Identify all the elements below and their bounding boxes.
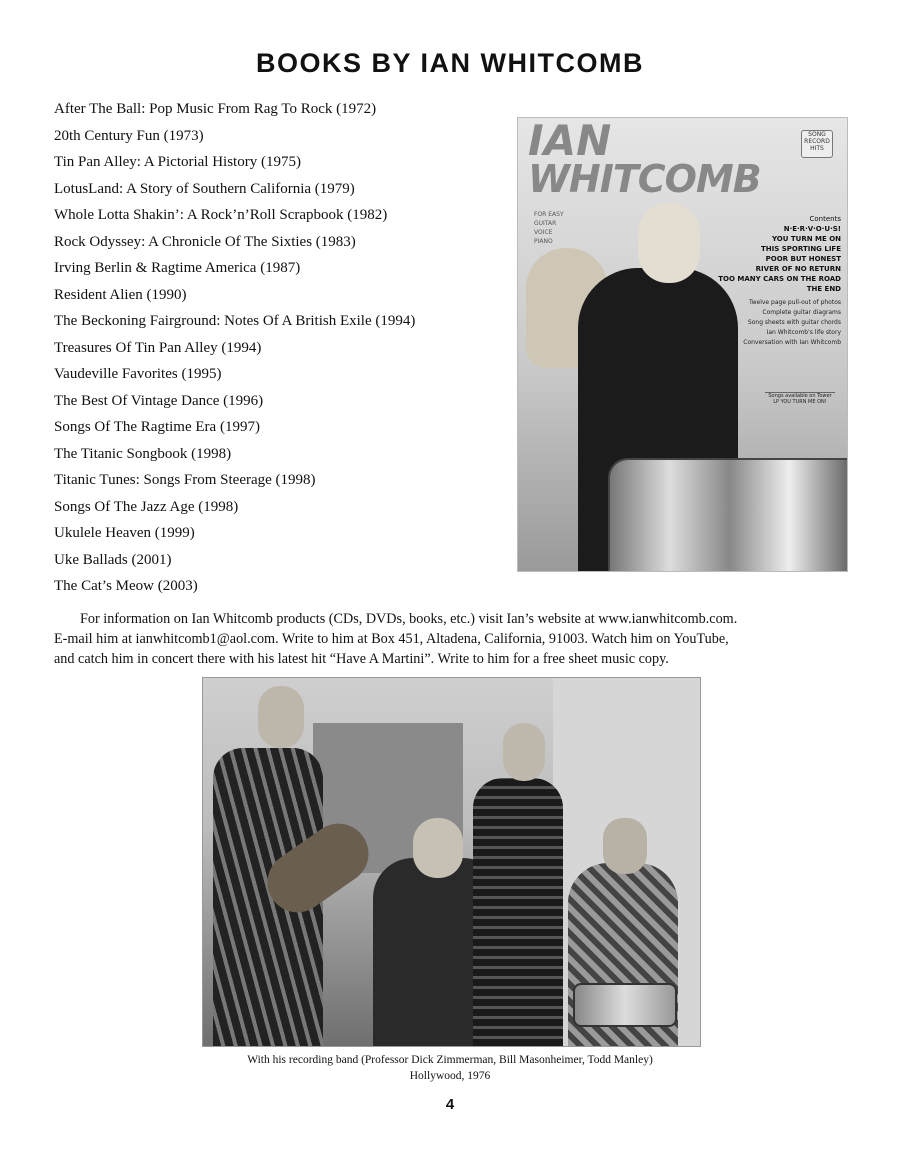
- list-item: Titanic Tunes: Songs From Steerage (1998): [54, 472, 316, 488]
- list-item: Irving Berlin & Ragtime America (1987): [54, 260, 301, 276]
- cover-song: N·E·R·V·O·U·S!: [783, 225, 841, 233]
- cover-instrument: VOICE: [534, 229, 553, 236]
- photo-person-seated-face: [413, 818, 463, 878]
- list-item: Songs Of The Jazz Age (1998): [54, 498, 239, 515]
- caption-line: Hollywood, 1976: [409, 1070, 491, 1082]
- cover-contents-heading: Contents: [809, 215, 841, 223]
- list-item: The Beckoning Fairground: Notes Of A British Exile (1994): [54, 313, 416, 329]
- page-title: BOOKS BY IAN WHITCOMB: [256, 48, 644, 78]
- cover-badge: SONG RECORD HITS: [801, 130, 833, 158]
- info-line: E-mail him at ianwhitcomb1@aol.com. Write to him at Box 451, Altadena, California, 91003. Watch him on YouTube,: [54, 631, 729, 647]
- list-item: Uke Ballads (2001): [54, 551, 172, 568]
- cover-song: THE END: [806, 285, 841, 293]
- cover-song: THIS SPORTING LIFE: [761, 245, 841, 253]
- cover-song: YOU TURN ME ON: [771, 235, 841, 243]
- list-item: The Cat’s Meow (2003): [54, 578, 198, 594]
- list-item: Resident Alien (1990): [54, 286, 187, 303]
- list-item: The Best Of Vintage Dance (1996): [54, 392, 264, 409]
- cover-feature: Complete guitar diagrams: [762, 309, 841, 316]
- photo-person-standing: [473, 778, 563, 1046]
- list-item: Whole Lotta Shakin’: A Rock’n’Roll Scrapbook (1982): [54, 207, 388, 223]
- list-item: LotusLand: A Story of Southern California (1979): [54, 180, 355, 197]
- cover-song: POOR BUT HONEST: [765, 255, 841, 263]
- list-item: Vaudeville Favorites (1995): [54, 366, 222, 382]
- cover-drum: [608, 458, 848, 572]
- contact-info: [54, 609, 844, 669]
- list-item: Treasures Of Tin Pan Alley (1994): [54, 339, 262, 356]
- cover-instruments: [534, 210, 564, 246]
- list-item: After The Ball: Pop Music From Rag To Rock (1972): [54, 101, 377, 117]
- cover-title: [528, 117, 761, 201]
- list-item: The Titanic Songbook (1998): [54, 445, 232, 462]
- cover-availability: Songs available on Tower LP YOU TURN ME ON!: [765, 392, 835, 409]
- cover-man-face: [638, 203, 700, 283]
- page-number: 4: [445, 1096, 455, 1113]
- photo-person-standing-face: [503, 723, 545, 781]
- cover-song: RIVER OF NO RETURN: [755, 265, 841, 273]
- photo-person-guitarist-face: [258, 686, 304, 748]
- cover-song: TOO MANY CARS ON THE ROAD: [718, 275, 841, 283]
- info-line: and catch him in concert there with his latest hit “Have A Martini”. Write to him for a free sheet music copy.: [54, 651, 669, 667]
- list-item: Tin Pan Alley: A Pictorial History (1975): [54, 154, 301, 170]
- cover-contents: [701, 214, 841, 294]
- photo-snare-drum: [573, 983, 677, 1027]
- cover-instrument: PIANO: [534, 238, 553, 245]
- photo-person-drummer-face: [603, 818, 647, 874]
- list-item: Songs Of The Ragtime Era (1997): [54, 419, 260, 435]
- cover-feature: Twelve page pull-out of photos: [748, 299, 841, 306]
- photo-caption: [0, 1052, 900, 1084]
- cover-feature: Ian Whitcomb's life story: [766, 329, 841, 336]
- cover-title-line1: IAN: [528, 117, 612, 165]
- list-item: Rock Odyssey: A Chronicle Of The Sixties (1983): [54, 233, 356, 250]
- list-item: 20th Century Fun (1973): [54, 127, 204, 144]
- book-cover-image: [517, 117, 848, 572]
- caption-line: With his recording band (Professor Dick Zimmerman, Bill Masonheimer, Todd Manley): [247, 1054, 653, 1066]
- cover-instrument: FOR EASY: [534, 211, 564, 218]
- cover-title-line2: WHITCOMB: [528, 157, 761, 201]
- book-list: [54, 96, 504, 600]
- cover-feature: Conversation with Ian Whitcomb: [743, 339, 841, 346]
- cover-instrument: GUITAR: [534, 220, 557, 227]
- info-line: For information on Ian Whitcomb products (CDs, DVDs, books, etc.) visit Ian’s website at www.ianwhitcomb.com.: [80, 611, 738, 627]
- band-photo: [202, 677, 701, 1047]
- cover-feature: Song sheets with guitar chords: [747, 319, 841, 326]
- list-item: Ukulele Heaven (1999): [54, 525, 195, 541]
